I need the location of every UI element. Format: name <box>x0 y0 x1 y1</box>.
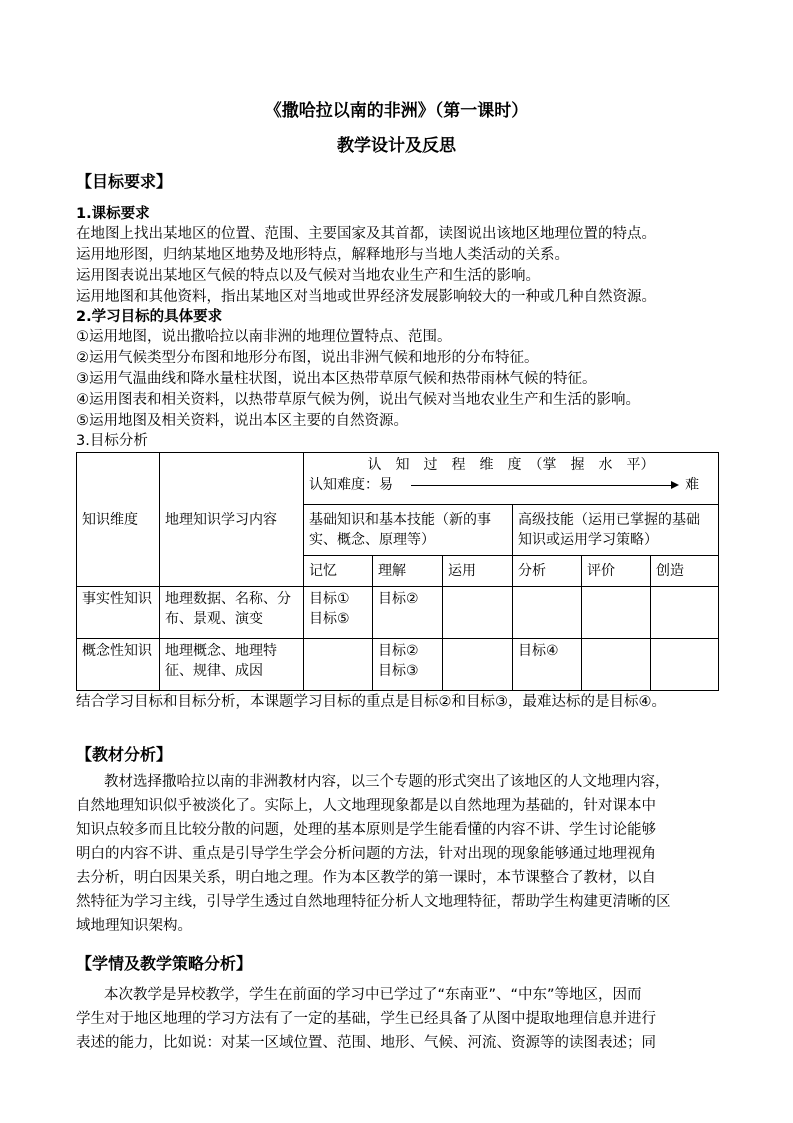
cell-apply <box>443 587 513 639</box>
header-cognitive-process <box>304 453 719 505</box>
difficulty-arrow <box>411 485 677 486</box>
row-dimension: 事实性知识 <box>77 587 160 639</box>
goals-conclusion: 结合学习目标和目标分析，本课题学习目标的重点是目标②和目标③，最难达标的是目标④。 <box>76 694 666 710</box>
objective-line: ①运用地图，说出撒哈拉以南非洲的地理位置特点、范围。 <box>76 329 452 345</box>
standard-line: 运用图表说出某地区气候的特点以及气候对当地农业生产和生活的影响。 <box>76 268 540 284</box>
difficulty-hard-label: 难 <box>685 477 700 493</box>
level-memory: 记忆 <box>304 556 373 587</box>
cell-understand <box>373 639 443 691</box>
section-heading-goals: 【目标要求】 <box>76 172 173 191</box>
table-row <box>77 639 719 691</box>
subheading-standards: 1.课标要求 <box>76 206 150 222</box>
row-dimension: 概念性知识 <box>77 639 160 691</box>
row-content: 地理概念、地理特征、规律、成因 <box>160 639 304 691</box>
objective-line: ④运用图表和相关资料，以热带草原气候为例，说出气候对当地农业生产和生活的影响。 <box>76 392 640 408</box>
header-advanced-skills: 高级技能（运用已掌握的基础知识或运用学习策略） <box>513 505 719 556</box>
level-create: 创造 <box>651 556 719 587</box>
difficulty-easy-label: 认知难度：易 <box>309 477 393 493</box>
difficulty-scale <box>309 475 713 495</box>
objective-analysis-table <box>76 452 719 691</box>
subheading-analysis: 3.目标分析 <box>76 433 148 449</box>
cell-objective: 目标④ <box>518 643 559 659</box>
objective-line: ⑤运用地图及相关资料，说出本区主要的自然资源。 <box>76 413 408 429</box>
paragraph-line: 知识点较多而且比较分散的问题，处理的基本原则是学生能看懂的内容不讲、学生讨论能够 <box>76 822 656 838</box>
standard-line: 运用地图和其他资料，指出某地区对当地或世界经济发展影响较大的一种或几种自然资源。 <box>76 289 656 305</box>
cell-analyze <box>513 587 582 639</box>
cell-create <box>651 587 719 639</box>
level-understand: 理解 <box>373 556 443 587</box>
section-heading-material: 【教材分析】 <box>76 745 173 764</box>
cell-evaluate <box>582 639 651 691</box>
header-basic-skills: 基础知识和基本技能（新的事实、概念、原理等） <box>304 505 513 556</box>
cell-objective: 目标① <box>309 591 350 607</box>
level-analyze: 分析 <box>513 556 582 587</box>
standard-line: 运用地形图，归纳某地区地势及地形特点，解释地形与当地人类活动的关系。 <box>76 247 569 263</box>
paragraph-line: 本次教学是异校教学，学生在前面的学习中已学过了“东南亚”、“中东”等地区，因而 <box>104 987 642 1003</box>
level-apply: 运用 <box>443 556 513 587</box>
cell-objective: 目标② <box>378 643 419 659</box>
section-heading-students: 【学情及教学策略分析】 <box>76 954 253 973</box>
document-title: 《撒哈拉以南的非洲》（第一课时） <box>264 101 529 121</box>
paragraph-line: 去分析，明白因果关系，明白地之理。作为本区教学的第一课时，本节课整合了教材，以自 <box>76 870 656 886</box>
table-row <box>77 587 719 639</box>
paragraph-line: 表述的能力，比如说：对某一区域位置、范围、地形、气候、河流、资源等的读图表述；同 <box>76 1035 656 1051</box>
cell-evaluate <box>582 587 651 639</box>
cognitive-process-label: 认 知 过 程 维 度 （掌 握 水 平） <box>367 457 655 473</box>
paragraph-line: 然特征为学习主线，引导学生透过自然地理特征分析人文地理特征，帮助学生构建更清晰的区 <box>76 894 671 910</box>
objective-line: ③运用气温曲线和降水量柱状图，说出本区热带草原气候和热带雨林气候的特征。 <box>76 371 597 387</box>
paragraph-line: 域地理知识架构。 <box>76 918 192 934</box>
standard-line: 在地图上找出某地区的位置、范围、主要国家及其首都，读图说出该地区地理位置的特点。 <box>76 226 656 242</box>
row-content: 地理数据、名称、分布、景观、演变 <box>160 587 304 639</box>
cell-analyze <box>513 639 582 691</box>
cell-objective: 目标⑤ <box>309 611 350 627</box>
header-learning-content: 地理知识学习内容 <box>160 453 304 587</box>
cell-create <box>651 639 719 691</box>
header-knowledge-dimension: 知识维度 <box>77 453 160 587</box>
subheading-objectives: 2.学习目标的具体要求 <box>76 309 223 325</box>
paragraph-line: 自然地理知识似乎被淡化了。实际上，人文地理现象都是以自然地理为基础的，针对课本中 <box>76 798 656 814</box>
objective-line: ②运用气候类型分布图和地形分布图，说出非洲气候和地形的分布特征。 <box>76 350 539 366</box>
cell-memory <box>304 639 373 691</box>
cell-apply <box>443 639 513 691</box>
level-evaluate: 评价 <box>582 556 651 587</box>
cell-objective: 目标③ <box>378 663 419 679</box>
cell-memory <box>304 587 373 639</box>
cell-objective: 目标② <box>378 591 419 607</box>
paragraph-line: 教材选择撒哈拉以南的非洲教材内容，以三个专题的形式突出了该地区的人文地理内容， <box>104 774 670 790</box>
document-subtitle: 教学设计及反思 <box>337 136 456 156</box>
paragraph-line: 明白的内容不讲、重点是引导学生学会分析问题的方法，针对出现的现象能够通过地理视角 <box>76 846 656 862</box>
cell-understand <box>373 587 443 639</box>
paragraph-line: 学生对于地区地理的学习方法有了一定的基础，学生已经具备了从图中提取地理信息并进行 <box>76 1011 656 1027</box>
